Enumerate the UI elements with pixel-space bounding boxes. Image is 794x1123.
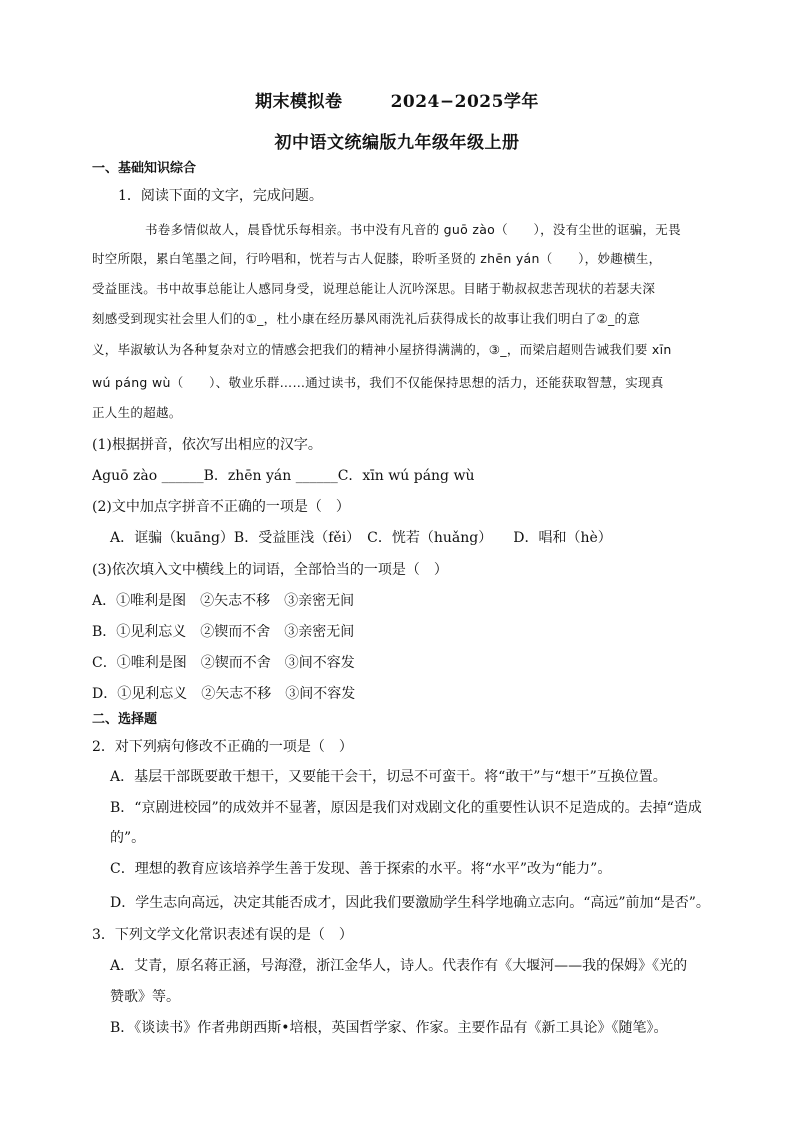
option-b: B．①见利忘义 ②锲而不舍 ③亲密无间: [92, 624, 355, 640]
passage-line: wú páng wù（ ）、敬业乐群……通过读书，我们不仅能保持思想的活力，还能获取智慧，实现真: [92, 375, 664, 390]
q3-option-b: B．《谈读书》作者弗朗西斯•培根，英国哲学家、作家。主要作品有《新工具论》《随笔》。: [110, 1020, 668, 1036]
q2-option-b: B．“京剧进校园”的成效并不显著，原因是我们对戏剧文化的重要性认识不足造成的。去掉“造成: [110, 800, 702, 816]
exam-title: [0, 87, 794, 112]
section-heading-choice: 二、选择题: [92, 712, 158, 727]
option-c: C．①唯利是图 ②锲而不舍 ③间不容发: [92, 655, 355, 671]
q2-option-b-cont: 的”。: [110, 830, 146, 846]
q2-option-a: A．基层干部既要敢干想干，又要能干会干，切忌不可蛮干。将“敢干”与“想干”互换位置。: [110, 769, 667, 785]
q3-option-a: A．艾青，原名蒋正涵，号海澄，浙江金华人，诗人。代表作有《大堰河——我的保姆》《光的: [110, 958, 688, 974]
passage-line: 时空所限，累白笔墨之间，行吟唱和，恍若与古人促膝，聆听圣贤的 zhēn yán（ ），妙趣横生，: [92, 251, 662, 266]
passage-line: 义，毕淑敏认为各种复杂对立的情感会把我们的精神小屋挤得满满的，③_，而梁启超则告诫我们要 xīn: [92, 342, 672, 357]
sub-question-3: (3)依次填入文中横线上的词语，全部恰当的一项是（ ）: [92, 562, 448, 578]
question-1-intro: 1．阅读下面的文字，完成问题。: [118, 188, 323, 204]
exam-title-year: 2024−2025学年: [390, 92, 539, 112]
passage-line: 刻感受到现实社会里人们的①_，杜小康在经历暴风雨洗礼后获得成长的故事让我们明白了②_的意: [92, 311, 641, 326]
passage-line: 受益匪浅。书中故事总能让人感同身受，说理总能让人沉吟深思。目睹于勒叔叔悲苦现状的若瑟夫深: [92, 281, 656, 296]
passage-line: 书卷多情似故人，晨昏忧乐每相亲。书中没有凡音的 guō zào（ ），没有尘世的诓骗，无畏: [145, 222, 681, 237]
question-3: 3．下列文学文化常识表述有误的是（ ）: [92, 927, 353, 943]
passage-line: 正人生的超越。: [92, 405, 182, 420]
sub-question-1-blanks: Aguō zào ______B．zhēn yán ______C．xīn wú páng wù: [92, 468, 475, 484]
sub-question-2-options: A．诓骗（kuāng）B．受益匪浅（fěi） C．恍若（huǎng） D．唱和（hè）: [110, 530, 612, 546]
exam-subtitle: 初中语文统编版九年级年级上册: [274, 133, 520, 153]
option-a: A．①唯利是图 ②矢志不移 ③亲密无间: [92, 593, 355, 609]
section-heading-basic: 一、基础知识综合: [92, 161, 197, 176]
option-d: D．①见利忘义 ②矢志不移 ③间不容发: [92, 686, 356, 702]
sub-question-2: (2)文中加点字拼音不正确的一项是（ ）: [92, 499, 350, 515]
exam-title-main: 期末模拟卷: [255, 92, 343, 112]
q2-option-c: C．理想的教育应该培养学生善于发现、善于探索的水平。将“水平”改为“能力”。: [110, 861, 612, 877]
q2-option-d: D．学生志向高远，决定其能否成才，因此我们要激励学生科学地确立志向。“高远”前加“是否”。: [110, 895, 710, 911]
q3-option-a-cont: 赞歌》等。: [110, 989, 180, 1005]
sub-question-1: (1)根据拼音，依次写出相应的汉字。: [92, 437, 322, 453]
question-2: 2．对下列病句修改不正确的一项是（ ）: [92, 739, 353, 755]
